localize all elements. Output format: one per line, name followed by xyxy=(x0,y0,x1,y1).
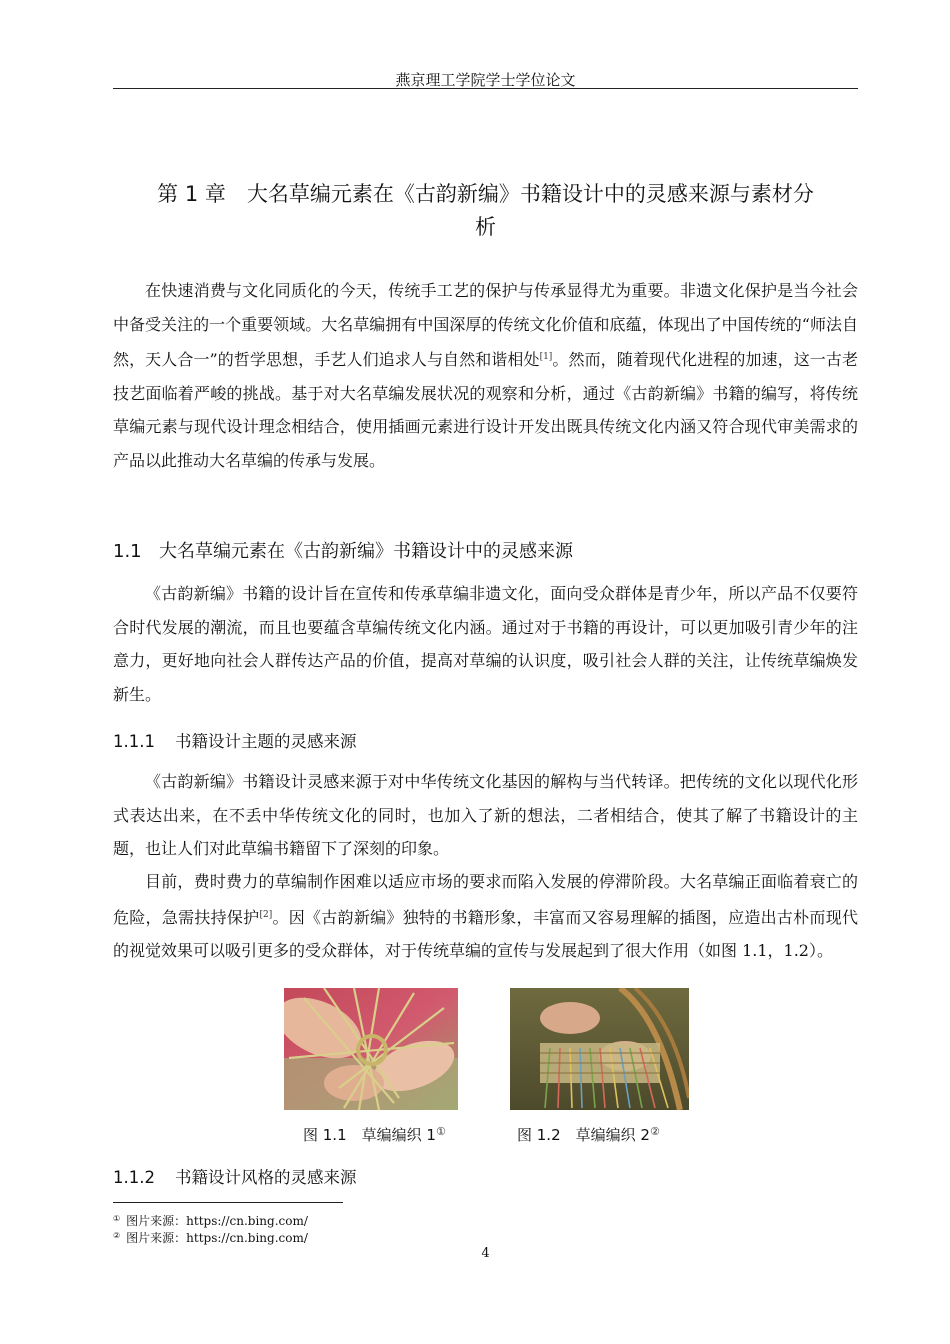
section-1-1-1-paragraph-2 xyxy=(113,865,858,968)
chapter-title-line-1: 第 1 章 大名草编元素在《古韵新编》书籍设计中的灵感来源与素材分 xyxy=(157,182,814,206)
figure-1-1-image xyxy=(284,988,458,1110)
figure-1-1-caption xyxy=(303,1122,446,1145)
section-title: 书籍设计主题的灵感来源 xyxy=(175,732,357,751)
section-number: 1.1.1 xyxy=(113,732,155,751)
section-title: 大名草编元素在《古韵新编》书籍设计中的灵感来源 xyxy=(159,541,573,562)
figure-1-2-caption xyxy=(517,1122,660,1145)
section-heading-1-1-2 xyxy=(113,1165,357,1191)
footnote-text: 图片来源：https://cn.bing.com/ xyxy=(126,1214,308,1228)
para2-text-a: 目前，费时费力的草编制作困难以适应市场的要求而陷入发展的停滞阶段。大名草编正面临着衰亡的危险，急需扶持保护 xyxy=(113,872,858,927)
section-heading-1-1-1 xyxy=(113,729,357,755)
figure-1-2-image xyxy=(510,988,689,1110)
footnote-text: 图片来源：https://cn.bing.com/ xyxy=(126,1231,308,1245)
footnote-mark: ① xyxy=(435,1125,446,1138)
caption-label: 图 1.1 草编编织 1 xyxy=(303,1126,436,1144)
section-1-1-paragraph: 《古韵新编》书籍的设计旨在宣传和传承草编非遗文化，面向受众群体是青少年，所以产品不仅要符合时代发展的潮流，而且也要蕴含草编传统文化内涵。通过对于书籍的再设计，可以更加吸引青少年的注意力，更好地向社会人群传达产品的价值，提高对草编的认识度，吸引社会人群的关注，让传统草编焕发新生。 xyxy=(113,584,858,704)
intro-text-b: 。然而，随着现代化进程的加速，这一古老技艺面临着严峻的挑战。基于对大名草编发展状况的观察和分析，通过《古韵新编》书籍的编写，将传统草编元素与现代设计理念相结合，使用插画元素进行设计开发出既具传统文化内涵又符合现代审美需求的产品以此推动大名草编的传承与发展。 xyxy=(113,350,858,470)
page-number: 4 xyxy=(481,1246,490,1261)
section-title: 书籍设计风格的灵感来源 xyxy=(175,1168,357,1187)
footnote-rule xyxy=(113,1202,343,1203)
footnote-mark: ② xyxy=(649,1125,660,1138)
chapter-title xyxy=(113,178,858,244)
footnote-2 xyxy=(113,1228,308,1246)
section-number: 1.1.2 xyxy=(113,1168,155,1187)
footnote-mark: ① xyxy=(113,1214,121,1223)
footnote-mark: ② xyxy=(113,1231,121,1240)
caption-label: 图 1.2 草编编织 2 xyxy=(517,1126,650,1144)
citation-2: [2] xyxy=(259,909,273,920)
chapter-title-line-2: 析 xyxy=(475,215,496,239)
running-header: 燕京理工学院学士学位论文 xyxy=(395,71,576,89)
citation-1: [1] xyxy=(539,352,553,362)
section-heading-1-1 xyxy=(113,538,573,566)
para2-text-b: 。因《古韵新编》独特的书籍形象，丰富而又容易理解的插图，应造出古朴而现代的视觉效果可以吸引更多的受众群体，对于传统草编的宣传与发展起到了很大作用（如图 1.1，1.2）。 xyxy=(113,907,858,960)
section-1-1-1-paragraph-1: 《古韵新编》书籍设计灵感来源于对中华传统文化基因的解构与当代转译。把传统的文化以现代化形式表达出来，在不丢中华传统文化的同时，也加入了新的想法，二者相结合，使其了解了书籍设计的主题，也让人们对此草编书籍留下了深刻的印象。 xyxy=(113,772,858,858)
intro-text-a: 在快速消费与文化同质化的今天，传统手工艺的保护与传承显得尤为重要。非遗文化保护是当今社会中备受关注的一个重要领域。大名草编拥有中国深厚的传统文化价值和底蕴，体现出了中国传统的“师法自然，天人合一”的哲学思想，手艺人们追求人与自然和谐相处 xyxy=(113,281,858,369)
section-number: 1.1 xyxy=(113,541,142,562)
header-rule xyxy=(113,88,858,89)
footnote-1 xyxy=(113,1211,308,1229)
intro-paragraph xyxy=(113,274,858,477)
